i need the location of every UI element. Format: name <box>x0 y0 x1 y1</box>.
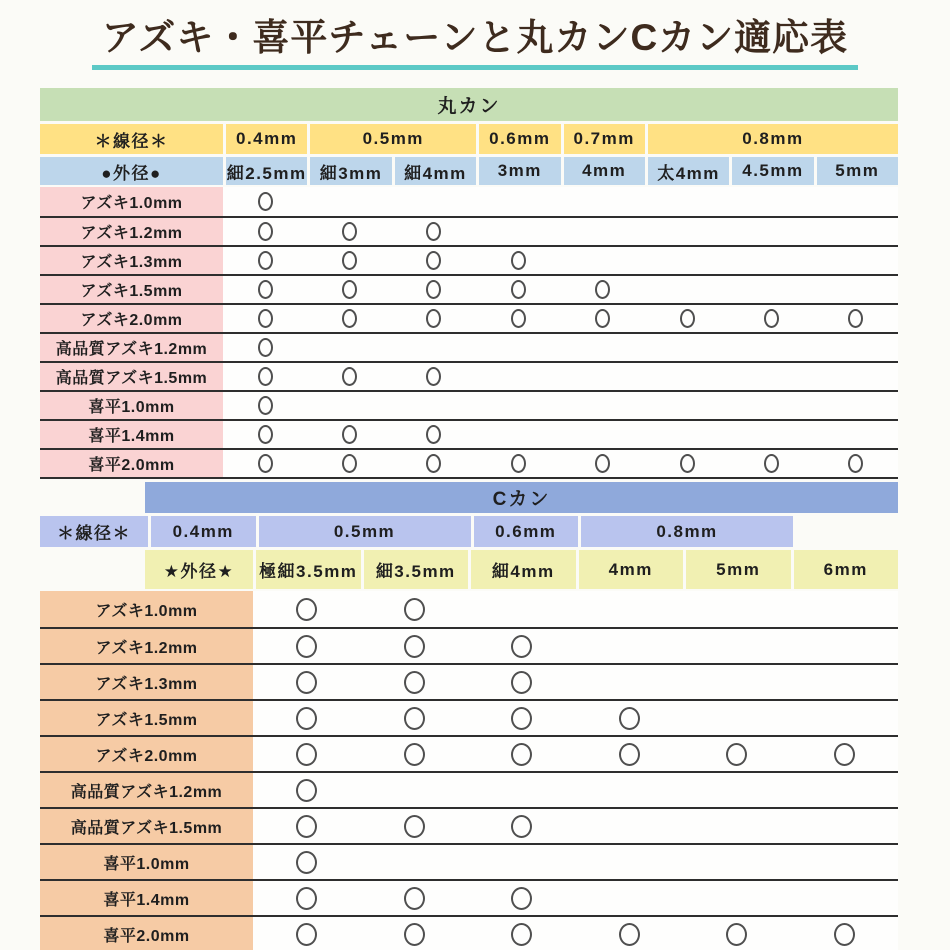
compatible-mark-circle <box>426 425 441 444</box>
marukan-cell-4-1 <box>307 305 391 332</box>
ckan-cell-5-2 <box>468 773 576 807</box>
marukan-row-4 <box>40 303 898 332</box>
ckan-cell-7-2 <box>468 845 576 879</box>
ckan-cell-4-2 <box>468 737 576 771</box>
marukan-cell-5-1 <box>307 334 391 361</box>
ckan-cell-1-0 <box>253 629 361 663</box>
compatible-mark-circle <box>404 707 425 730</box>
marukan-cell-0-7 <box>814 187 898 216</box>
compatible-mark-circle <box>511 743 532 766</box>
marukan-cell-5-7 <box>814 334 898 361</box>
marukan-table-body <box>40 187 898 479</box>
marukan-cell-7-7 <box>814 392 898 419</box>
compatible-mark-circle <box>258 280 273 299</box>
marukan-cell-6-2 <box>392 363 476 390</box>
marukan-wire-group-4: 0.8mm <box>648 124 898 154</box>
marukan-cell-8-6 <box>729 421 813 448</box>
ckan-outer-diameter-row <box>145 550 898 589</box>
ckan-row-label-5: 高品質アズキ1.2mm <box>40 773 253 807</box>
compatible-mark-circle <box>296 707 317 730</box>
marukan-row-label-6: 高品質アズキ1.5mm <box>40 363 223 390</box>
compatible-mark-circle <box>595 309 610 328</box>
ckan-wire-group-0: 0.4mm <box>151 516 256 547</box>
ckan-cell-1-1 <box>361 629 469 663</box>
ckan-cell-6-1 <box>361 809 469 843</box>
compatible-mark-circle <box>764 454 779 473</box>
compatible-mark-circle <box>342 367 357 386</box>
compatible-mark-circle <box>511 887 532 910</box>
ckan-cell-2-2 <box>468 665 576 699</box>
marukan-cell-9-5 <box>645 450 729 477</box>
marukan-cell-4-4 <box>561 305 645 332</box>
marukan-cell-0-4 <box>561 187 645 216</box>
marukan-wire-group-1: 0.5mm <box>310 124 476 154</box>
marukan-cell-9-7 <box>814 450 898 477</box>
compatible-mark-circle <box>342 280 357 299</box>
compatible-mark-circle <box>595 454 610 473</box>
compatible-mark-circle <box>258 425 273 444</box>
compatible-mark-circle <box>296 598 317 621</box>
marukan-row-7 <box>40 390 898 419</box>
marukan-cell-2-2 <box>392 247 476 274</box>
marukan-cell-3-6 <box>729 276 813 303</box>
ckan-wire-diameter-row <box>40 516 793 547</box>
marukan-cell-8-7 <box>814 421 898 448</box>
compatible-mark-circle <box>511 707 532 730</box>
compatible-mark-circle <box>511 815 532 838</box>
compatible-mark-circle <box>296 851 317 874</box>
marukan-cell-7-1 <box>307 392 391 419</box>
marukan-row-9 <box>40 448 898 477</box>
compatible-mark-circle <box>404 815 425 838</box>
ckan-cell-3-5 <box>791 701 899 735</box>
compatible-mark-circle <box>595 280 610 299</box>
marukan-cell-7-3 <box>476 392 560 419</box>
compatible-mark-circle <box>258 222 273 241</box>
ckan-cell-6-0 <box>253 809 361 843</box>
ckan-outer-diameter-label: ★外径★ <box>145 550 253 589</box>
compatible-mark-circle <box>258 309 273 328</box>
ckan-cell-8-0 <box>253 881 361 915</box>
marukan-od-column-6: 4.5mm <box>732 157 813 185</box>
ckan-row-2 <box>40 663 898 699</box>
ckan-table-title: Cカン <box>145 482 898 513</box>
marukan-wire-group-3: 0.7mm <box>564 124 645 154</box>
marukan-cell-8-4 <box>561 421 645 448</box>
ckan-cell-1-3 <box>576 629 684 663</box>
compatible-mark-circle <box>426 280 441 299</box>
compatible-mark-circle <box>404 671 425 694</box>
compatible-mark-circle <box>511 671 532 694</box>
ckan-row-label-8: 喜平1.4mm <box>40 881 253 915</box>
marukan-row-label-4: アズキ2.0mm <box>40 305 223 332</box>
marukan-cell-7-5 <box>645 392 729 419</box>
marukan-od-column-4: 4mm <box>564 157 645 185</box>
marukan-cell-0-6 <box>729 187 813 216</box>
marukan-cell-2-0 <box>223 247 307 274</box>
compatible-mark-circle <box>342 454 357 473</box>
marukan-row-label-3: アズキ1.5mm <box>40 276 223 303</box>
marukan-row-label-1: アズキ1.2mm <box>40 218 223 245</box>
compatible-mark-circle <box>342 309 357 328</box>
marukan-cell-7-2 <box>392 392 476 419</box>
compatible-mark-circle <box>404 635 425 658</box>
marukan-row-3 <box>40 274 898 303</box>
compatible-mark-circle <box>296 923 317 946</box>
ckan-cell-0-2 <box>468 591 576 627</box>
ckan-od-column-3: 4mm <box>579 550 684 589</box>
compatible-mark-circle <box>619 743 640 766</box>
marukan-row-label-2: アズキ1.3mm <box>40 247 223 274</box>
marukan-cell-6-4 <box>561 363 645 390</box>
compatible-mark-circle <box>404 887 425 910</box>
ckan-cell-2-1 <box>361 665 469 699</box>
marukan-cell-9-6 <box>729 450 813 477</box>
ckan-row-label-7: 喜平1.0mm <box>40 845 253 879</box>
ckan-od-column-2: 細4mm <box>471 550 576 589</box>
marukan-cell-7-4 <box>561 392 645 419</box>
compatible-mark-circle <box>258 338 273 357</box>
ckan-cell-0-5 <box>791 591 899 627</box>
marukan-cell-4-0 <box>223 305 307 332</box>
marukan-cell-6-6 <box>729 363 813 390</box>
marukan-cell-0-3 <box>476 187 560 216</box>
marukan-cell-4-5 <box>645 305 729 332</box>
ckan-cell-1-5 <box>791 629 899 663</box>
compatible-mark-circle <box>619 707 640 730</box>
ckan-cell-8-4 <box>683 881 791 915</box>
compatible-mark-circle <box>296 671 317 694</box>
compatible-mark-circle <box>404 743 425 766</box>
compatible-mark-circle <box>726 923 747 946</box>
ckan-cell-7-1 <box>361 845 469 879</box>
ckan-row-label-2: アズキ1.3mm <box>40 665 253 699</box>
compatible-mark-circle <box>258 251 273 270</box>
marukan-cell-3-4 <box>561 276 645 303</box>
marukan-cell-1-5 <box>645 218 729 245</box>
marukan-outer-diameter-row <box>40 157 898 185</box>
marukan-cell-5-6 <box>729 334 813 361</box>
marukan-cell-3-3 <box>476 276 560 303</box>
marukan-row-2 <box>40 245 898 274</box>
ckan-cell-9-0 <box>253 917 361 950</box>
marukan-row-8 <box>40 419 898 448</box>
marukan-cell-2-5 <box>645 247 729 274</box>
ckan-od-column-5: 6mm <box>794 550 899 589</box>
compatible-mark-circle <box>511 923 532 946</box>
compatible-mark-circle <box>296 887 317 910</box>
marukan-outer-diameter-label: ●外径● <box>40 157 223 185</box>
ckan-cell-2-0 <box>253 665 361 699</box>
ckan-cell-8-5 <box>791 881 899 915</box>
ckan-row-label-6: 高品質アズキ1.5mm <box>40 809 253 843</box>
compatible-mark-circle <box>511 309 526 328</box>
ckan-cell-8-2 <box>468 881 576 915</box>
ckan-row-label-3: アズキ1.5mm <box>40 701 253 735</box>
marukan-cell-3-5 <box>645 276 729 303</box>
marukan-cell-4-3 <box>476 305 560 332</box>
marukan-row-label-7: 喜平1.0mm <box>40 392 223 419</box>
marukan-row-label-5: 高品質アズキ1.2mm <box>40 334 223 361</box>
ckan-cell-7-4 <box>683 845 791 879</box>
compatible-mark-circle <box>511 635 532 658</box>
ckan-row-label-1: アズキ1.2mm <box>40 629 253 663</box>
ckan-row-label-0: アズキ1.0mm <box>40 591 253 627</box>
marukan-cell-9-3 <box>476 450 560 477</box>
compatible-mark-circle <box>834 743 855 766</box>
ckan-row-label-4: アズキ2.0mm <box>40 737 253 771</box>
ckan-cell-4-3 <box>576 737 684 771</box>
marukan-cell-5-0 <box>223 334 307 361</box>
ckan-cell-5-0 <box>253 773 361 807</box>
marukan-row-label-0: アズキ1.0mm <box>40 187 223 216</box>
compatible-mark-circle <box>764 309 779 328</box>
marukan-cell-3-7 <box>814 276 898 303</box>
marukan-cell-4-2 <box>392 305 476 332</box>
marukan-cell-6-7 <box>814 363 898 390</box>
marukan-cell-2-4 <box>561 247 645 274</box>
ckan-cell-3-3 <box>576 701 684 735</box>
compatible-mark-circle <box>296 815 317 838</box>
marukan-od-column-2: 細4mm <box>395 157 476 185</box>
compatible-mark-circle <box>511 454 526 473</box>
marukan-cell-1-1 <box>307 218 391 245</box>
ckan-cell-9-4 <box>683 917 791 950</box>
marukan-od-column-7: 5mm <box>817 157 898 185</box>
marukan-cell-1-7 <box>814 218 898 245</box>
marukan-cell-3-1 <box>307 276 391 303</box>
marukan-od-column-1: 細3mm <box>310 157 391 185</box>
ckan-od-column-4: 5mm <box>686 550 791 589</box>
ckan-cell-4-1 <box>361 737 469 771</box>
compatible-mark-circle <box>680 309 695 328</box>
marukan-cell-1-6 <box>729 218 813 245</box>
marukan-cell-3-0 <box>223 276 307 303</box>
marukan-cell-2-7 <box>814 247 898 274</box>
ckan-cell-5-1 <box>361 773 469 807</box>
ckan-cell-3-4 <box>683 701 791 735</box>
compatible-mark-circle <box>511 280 526 299</box>
ckan-cell-1-2 <box>468 629 576 663</box>
marukan-cell-6-1 <box>307 363 391 390</box>
marukan-cell-4-7 <box>814 305 898 332</box>
ckan-cell-4-0 <box>253 737 361 771</box>
compatible-mark-circle <box>296 743 317 766</box>
marukan-wire-diameter-row <box>40 124 898 154</box>
marukan-cell-5-3 <box>476 334 560 361</box>
marukan-wire-group-2: 0.6mm <box>479 124 560 154</box>
ckan-cell-2-4 <box>683 665 791 699</box>
marukan-cell-9-2 <box>392 450 476 477</box>
marukan-cell-8-5 <box>645 421 729 448</box>
ckan-row-0 <box>40 591 898 627</box>
compatible-mark-circle <box>619 923 640 946</box>
marukan-cell-9-0 <box>223 450 307 477</box>
marukan-cell-8-0 <box>223 421 307 448</box>
compatible-mark-circle <box>404 598 425 621</box>
ckan-cell-4-5 <box>791 737 899 771</box>
compatible-mark-circle <box>258 454 273 473</box>
marukan-row-0 <box>40 187 898 216</box>
compatible-mark-circle <box>342 222 357 241</box>
ckan-cell-2-3 <box>576 665 684 699</box>
compatible-mark-circle <box>680 454 695 473</box>
ckan-cell-0-4 <box>683 591 791 627</box>
marukan-cell-6-5 <box>645 363 729 390</box>
marukan-cell-0-1 <box>307 187 391 216</box>
ckan-cell-0-1 <box>361 591 469 627</box>
marukan-cell-0-0 <box>223 187 307 216</box>
marukan-cell-5-4 <box>561 334 645 361</box>
marukan-cell-9-4 <box>561 450 645 477</box>
compatible-mark-circle <box>426 367 441 386</box>
ckan-row-5 <box>40 771 898 807</box>
ckan-cell-9-3 <box>576 917 684 950</box>
marukan-table-title: 丸カン <box>40 88 898 121</box>
marukan-table <box>40 88 898 479</box>
marukan-cell-1-2 <box>392 218 476 245</box>
ckan-cell-9-2 <box>468 917 576 950</box>
compatible-mark-circle <box>848 309 863 328</box>
marukan-cell-8-1 <box>307 421 391 448</box>
ckan-table <box>40 482 898 950</box>
ckan-cell-0-0 <box>253 591 361 627</box>
ckan-row-4 <box>40 735 898 771</box>
marukan-row-6 <box>40 361 898 390</box>
ckan-row-1 <box>40 627 898 663</box>
marukan-cell-8-2 <box>392 421 476 448</box>
ckan-cell-8-1 <box>361 881 469 915</box>
compatible-mark-circle <box>258 192 273 211</box>
ckan-cell-5-3 <box>576 773 684 807</box>
marukan-cell-8-3 <box>476 421 560 448</box>
compatible-mark-circle <box>258 396 273 415</box>
marukan-row-label-9: 喜平2.0mm <box>40 450 223 477</box>
ckan-cell-2-5 <box>791 665 899 699</box>
ckan-row-8 <box>40 879 898 915</box>
page-title: アズキ・喜平チェーンと丸カンCカン適応表 <box>92 16 858 70</box>
marukan-cell-0-2 <box>392 187 476 216</box>
ckan-row-9 <box>40 915 898 950</box>
ckan-cell-7-5 <box>791 845 899 879</box>
marukan-cell-5-5 <box>645 334 729 361</box>
title-wrap <box>0 0 950 76</box>
marukan-od-column-5: 太4mm <box>648 157 729 185</box>
marukan-cell-1-4 <box>561 218 645 245</box>
marukan-row-5 <box>40 332 898 361</box>
marukan-cell-3-2 <box>392 276 476 303</box>
compatible-mark-circle <box>834 923 855 946</box>
marukan-row-label-8: 喜平1.4mm <box>40 421 223 448</box>
ckan-row-3 <box>40 699 898 735</box>
ckan-table-body <box>40 591 898 950</box>
marukan-cell-1-0 <box>223 218 307 245</box>
ckan-cell-3-1 <box>361 701 469 735</box>
marukan-cell-6-3 <box>476 363 560 390</box>
ckan-wire-group-1: 0.5mm <box>259 516 471 547</box>
compatible-mark-circle <box>404 923 425 946</box>
ckan-cell-6-2 <box>468 809 576 843</box>
ckan-cell-6-3 <box>576 809 684 843</box>
marukan-wire-diameter-label: ＊線径＊ <box>40 124 223 154</box>
ckan-cell-4-4 <box>683 737 791 771</box>
ckan-row-7 <box>40 843 898 879</box>
ckan-cell-7-3 <box>576 845 684 879</box>
ckan-cell-8-3 <box>576 881 684 915</box>
marukan-wire-group-0: 0.4mm <box>226 124 307 154</box>
ckan-cell-1-4 <box>683 629 791 663</box>
ckan-cell-0-3 <box>576 591 684 627</box>
marukan-row-1 <box>40 216 898 245</box>
ckan-cell-6-4 <box>683 809 791 843</box>
compatible-mark-circle <box>848 454 863 473</box>
marukan-cell-2-3 <box>476 247 560 274</box>
compatible-mark-circle <box>258 367 273 386</box>
ckan-row-label-9: 喜平2.0mm <box>40 917 253 950</box>
ckan-cell-3-0 <box>253 701 361 735</box>
ckan-wire-group-3: 0.8mm <box>581 516 793 547</box>
marukan-cell-0-5 <box>645 187 729 216</box>
marukan-cell-7-0 <box>223 392 307 419</box>
compatible-mark-circle <box>426 309 441 328</box>
compatible-mark-circle <box>426 251 441 270</box>
compatible-mark-circle <box>296 635 317 658</box>
ckan-cell-3-2 <box>468 701 576 735</box>
ckan-cell-9-5 <box>791 917 899 950</box>
marukan-cell-6-0 <box>223 363 307 390</box>
ckan-wire-group-2: 0.6mm <box>474 516 579 547</box>
ckan-cell-9-1 <box>361 917 469 950</box>
ckan-cell-5-4 <box>683 773 791 807</box>
compatible-mark-circle <box>511 251 526 270</box>
marukan-cell-2-1 <box>307 247 391 274</box>
marukan-cell-2-6 <box>729 247 813 274</box>
ckan-row-6 <box>40 807 898 843</box>
compatible-mark-circle <box>296 779 317 802</box>
marukan-cell-5-2 <box>392 334 476 361</box>
marukan-od-column-3: 3mm <box>479 157 560 185</box>
marukan-cell-7-6 <box>729 392 813 419</box>
marukan-cell-9-1 <box>307 450 391 477</box>
compatible-mark-circle <box>342 251 357 270</box>
ckan-od-column-1: 細3.5mm <box>364 550 469 589</box>
compatible-mark-circle <box>426 454 441 473</box>
ckan-cell-5-5 <box>791 773 899 807</box>
compatible-mark-circle <box>726 743 747 766</box>
ckan-cell-7-0 <box>253 845 361 879</box>
ckan-cell-6-5 <box>791 809 899 843</box>
marukan-od-column-0: 細2.5mm <box>226 157 307 185</box>
ckan-od-column-0: 極細3.5mm <box>256 550 361 589</box>
compatible-mark-circle <box>426 222 441 241</box>
compatible-mark-circle <box>342 425 357 444</box>
marukan-cell-1-3 <box>476 218 560 245</box>
marukan-cell-4-6 <box>729 305 813 332</box>
ckan-wire-diameter-label: ＊線径＊ <box>40 516 148 547</box>
